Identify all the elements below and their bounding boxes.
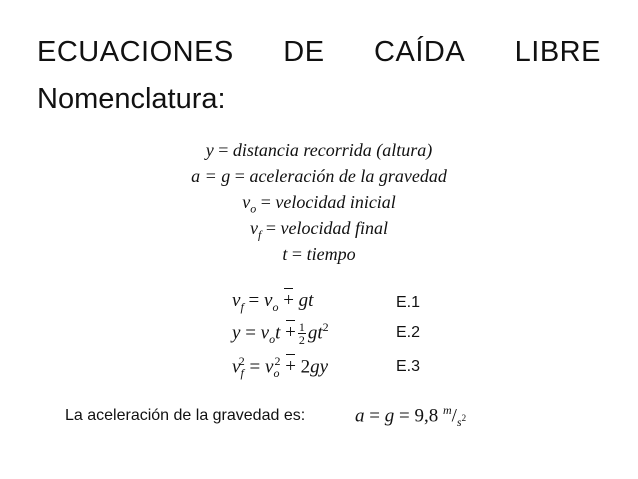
nomenclature-item-a: a = g = aceleración de la gravedad <box>191 166 447 186</box>
unit-numerator: m <box>442 403 452 417</box>
nomenclature-item-t: t = tiempo <box>282 244 356 264</box>
nomenclature-definition: aceleración de la gravedad <box>249 166 447 186</box>
nomenclature-item-vf: $v_f$ = velocidad final <box>250 218 388 242</box>
title-word-4: LIBRE <box>514 36 601 68</box>
gravity-value: a = g = 9,8 $^m/_{s^2}$ <box>355 403 467 430</box>
equation-3: $v_f^2 = v_o^2$ + 2gy <box>232 354 329 381</box>
equation-1-label: E.1 <box>396 294 421 311</box>
equation-1: $v_f = v_o$ + gt <box>232 290 314 314</box>
unit-denominator: s <box>456 415 462 430</box>
subtitle: Nomenclatura: <box>37 83 226 115</box>
equation-3-label: E.3 <box>396 358 421 375</box>
gravity-number: 9,8 <box>414 405 439 427</box>
nomenclature-item-vo: $v_o$ = velocidad inicial <box>242 192 396 216</box>
nomenclature-definition: distancia recorrida (altura) <box>232 140 433 160</box>
nomenclature-subscript: f <box>258 227 262 242</box>
nomenclature-item-y: y = distancia recorrida (altura) <box>205 140 433 160</box>
nomenclature-symbol: a = g <box>191 166 231 186</box>
title-word-2: DE <box>283 36 325 68</box>
nomenclature-symbol: y <box>205 140 214 160</box>
equation-2: $y = v_ot$ + $\frac{1}{2}$ $gt^2$ <box>232 320 329 348</box>
gravity-statement: La aceleración de la gravedad es: <box>65 407 306 424</box>
title-word-3: CAÍDA <box>374 36 466 68</box>
nomenclature-definition: tiempo <box>306 244 356 264</box>
nomenclature-subscript: o <box>250 201 257 216</box>
slide-title <box>37 36 601 69</box>
title-word-1: ECUACIONES <box>37 36 234 68</box>
nomenclature-symbol: t <box>282 244 288 264</box>
equation-2-label: E.2 <box>396 324 421 341</box>
nomenclature-definition: velocidad inicial <box>275 192 396 212</box>
nomenclature-definition: velocidad final <box>280 218 388 238</box>
nomenclature-symbol: v <box>242 192 251 212</box>
nomenclature-symbol: v <box>250 218 258 238</box>
